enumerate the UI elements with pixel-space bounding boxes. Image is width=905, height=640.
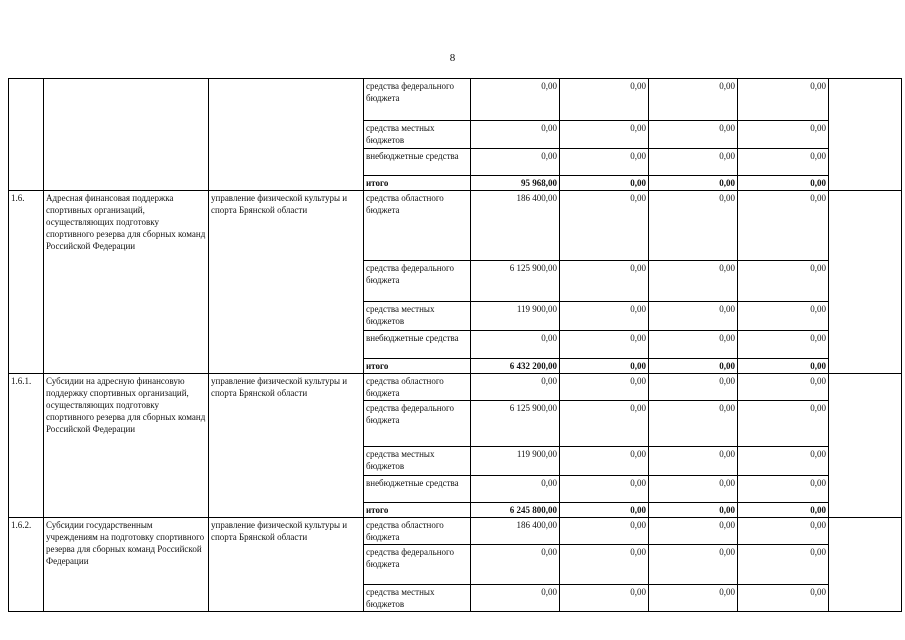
value-cell: 6 245 800,00 [471, 503, 560, 518]
value-cell: 0,00 [738, 191, 829, 261]
funding-source: средства местных бюджетов [364, 585, 471, 612]
table-row [9, 79, 902, 121]
funding-source: средства федерального бюджета [364, 401, 471, 447]
funding-source: средства федерального бюджета [364, 261, 471, 302]
value-cell: 0,00 [649, 585, 738, 612]
value-cell: 0,00 [560, 149, 649, 176]
value-cell: 0,00 [649, 518, 738, 545]
value-cell: 0,00 [560, 545, 649, 585]
value-cell: 0,00 [738, 545, 829, 585]
value-cell: 0,00 [738, 374, 829, 401]
value-cell: 0,00 [560, 401, 649, 447]
value-cell: 0,00 [471, 79, 560, 121]
funding-source: средства местных бюджетов [364, 302, 471, 331]
value-cell: 0,00 [560, 79, 649, 121]
value-cell: 0,00 [560, 331, 649, 359]
value-cell: 0,00 [649, 447, 738, 476]
value-cell: 0,00 [560, 359, 649, 374]
value-cell: 0,00 [560, 476, 649, 503]
item-executor: управление физической культуры и спорта Брянской области [209, 518, 364, 612]
funding-source: средства областного бюджета [364, 191, 471, 261]
funding-source: средства областного бюджета [364, 518, 471, 545]
item-name: Субсидии на адресную финансовую поддержку спортивных организаций, осуществляющих подготовку спортивного резерва для сборных команд Российской Федерации [44, 374, 209, 518]
funding-source: внебюджетные средства [364, 331, 471, 359]
item-executor [209, 79, 364, 191]
table-row [9, 518, 902, 545]
item-number: 1.6.2. [9, 518, 44, 612]
value-cell: 0,00 [649, 331, 738, 359]
value-cell: 0,00 [560, 447, 649, 476]
funding-source: средства местных бюджетов [364, 447, 471, 476]
value-cell: 0,00 [560, 302, 649, 331]
item-number: 1.6. [9, 191, 44, 374]
value-cell: 0,00 [560, 503, 649, 518]
value-cell: 0,00 [560, 191, 649, 261]
value-cell: 0,00 [649, 374, 738, 401]
funding-source: внебюджетные средства [364, 149, 471, 176]
value-cell: 0,00 [471, 121, 560, 149]
value-cell: 0,00 [649, 359, 738, 374]
value-cell: 0,00 [738, 447, 829, 476]
value-cell: 0,00 [649, 545, 738, 585]
item-number: 1.6.1. [9, 374, 44, 518]
value-cell: 0,00 [649, 121, 738, 149]
value-cell: 0,00 [649, 79, 738, 121]
value-cell: 0,00 [649, 302, 738, 331]
value-cell: 0,00 [738, 149, 829, 176]
item-name: Адресная финансовая поддержка спортивных организаций, осуществляющих подготовку спортивного резерва для сборных команд Российской Федерации [44, 191, 209, 374]
budget-table [8, 78, 902, 612]
funding-source: средства федерального бюджета [364, 79, 471, 121]
value-cell: 0,00 [471, 585, 560, 612]
value-cell: 0,00 [471, 545, 560, 585]
value-cell: 0,00 [471, 149, 560, 176]
value-cell: 119 900,00 [471, 447, 560, 476]
value-cell: 0,00 [738, 585, 829, 612]
funding-source: итого [364, 503, 471, 518]
value-cell: 0,00 [649, 176, 738, 191]
value-cell: 0,00 [649, 261, 738, 302]
value-cell: 0,00 [738, 121, 829, 149]
empty-cell [829, 518, 902, 612]
value-cell: 0,00 [738, 176, 829, 191]
item-executor: управление физической культуры и спорта Брянской области [209, 374, 364, 518]
value-cell: 0,00 [471, 374, 560, 401]
value-cell: 0,00 [738, 331, 829, 359]
funding-source: средства местных бюджетов [364, 121, 471, 149]
value-cell: 0,00 [560, 518, 649, 545]
funding-source: итого [364, 176, 471, 191]
funding-source: средства областного бюджета [364, 374, 471, 401]
value-cell: 0,00 [471, 476, 560, 503]
item-number [9, 79, 44, 191]
value-cell: 6 125 900,00 [471, 401, 560, 447]
value-cell: 0,00 [738, 476, 829, 503]
value-cell: 0,00 [738, 261, 829, 302]
empty-cell [829, 374, 902, 518]
value-cell: 0,00 [738, 302, 829, 331]
value-cell: 0,00 [649, 149, 738, 176]
table-row [9, 374, 902, 401]
value-cell: 0,00 [649, 401, 738, 447]
funding-source: средства федерального бюджета [364, 545, 471, 585]
value-cell: 0,00 [471, 331, 560, 359]
value-cell: 186 400,00 [471, 191, 560, 261]
value-cell: 0,00 [560, 176, 649, 191]
value-cell: 0,00 [560, 374, 649, 401]
value-cell: 0,00 [560, 585, 649, 612]
table-row [9, 191, 902, 261]
value-cell: 119 900,00 [471, 302, 560, 331]
value-cell: 6 432 200,00 [471, 359, 560, 374]
empty-cell [829, 191, 902, 374]
value-cell: 0,00 [649, 503, 738, 518]
item-name: Субсидии государственным учреждениям на подготовку спортивного резерва для сборных команд Российской Федерации [44, 518, 209, 612]
empty-cell [829, 79, 902, 191]
value-cell: 0,00 [649, 476, 738, 503]
value-cell: 95 968,00 [471, 176, 560, 191]
value-cell: 6 125 900,00 [471, 261, 560, 302]
value-cell: 0,00 [738, 401, 829, 447]
value-cell: 0,00 [738, 518, 829, 545]
funding-source: внебюджетные средства [364, 476, 471, 503]
value-cell: 0,00 [738, 79, 829, 121]
item-executor: управление физической культуры и спорта Брянской области [209, 191, 364, 374]
value-cell: 0,00 [560, 121, 649, 149]
page-number: 8 [449, 52, 456, 64]
item-name [44, 79, 209, 191]
value-cell: 0,00 [738, 503, 829, 518]
value-cell: 186 400,00 [471, 518, 560, 545]
value-cell: 0,00 [738, 359, 829, 374]
funding-source: итого [364, 359, 471, 374]
value-cell: 0,00 [560, 261, 649, 302]
value-cell: 0,00 [649, 191, 738, 261]
